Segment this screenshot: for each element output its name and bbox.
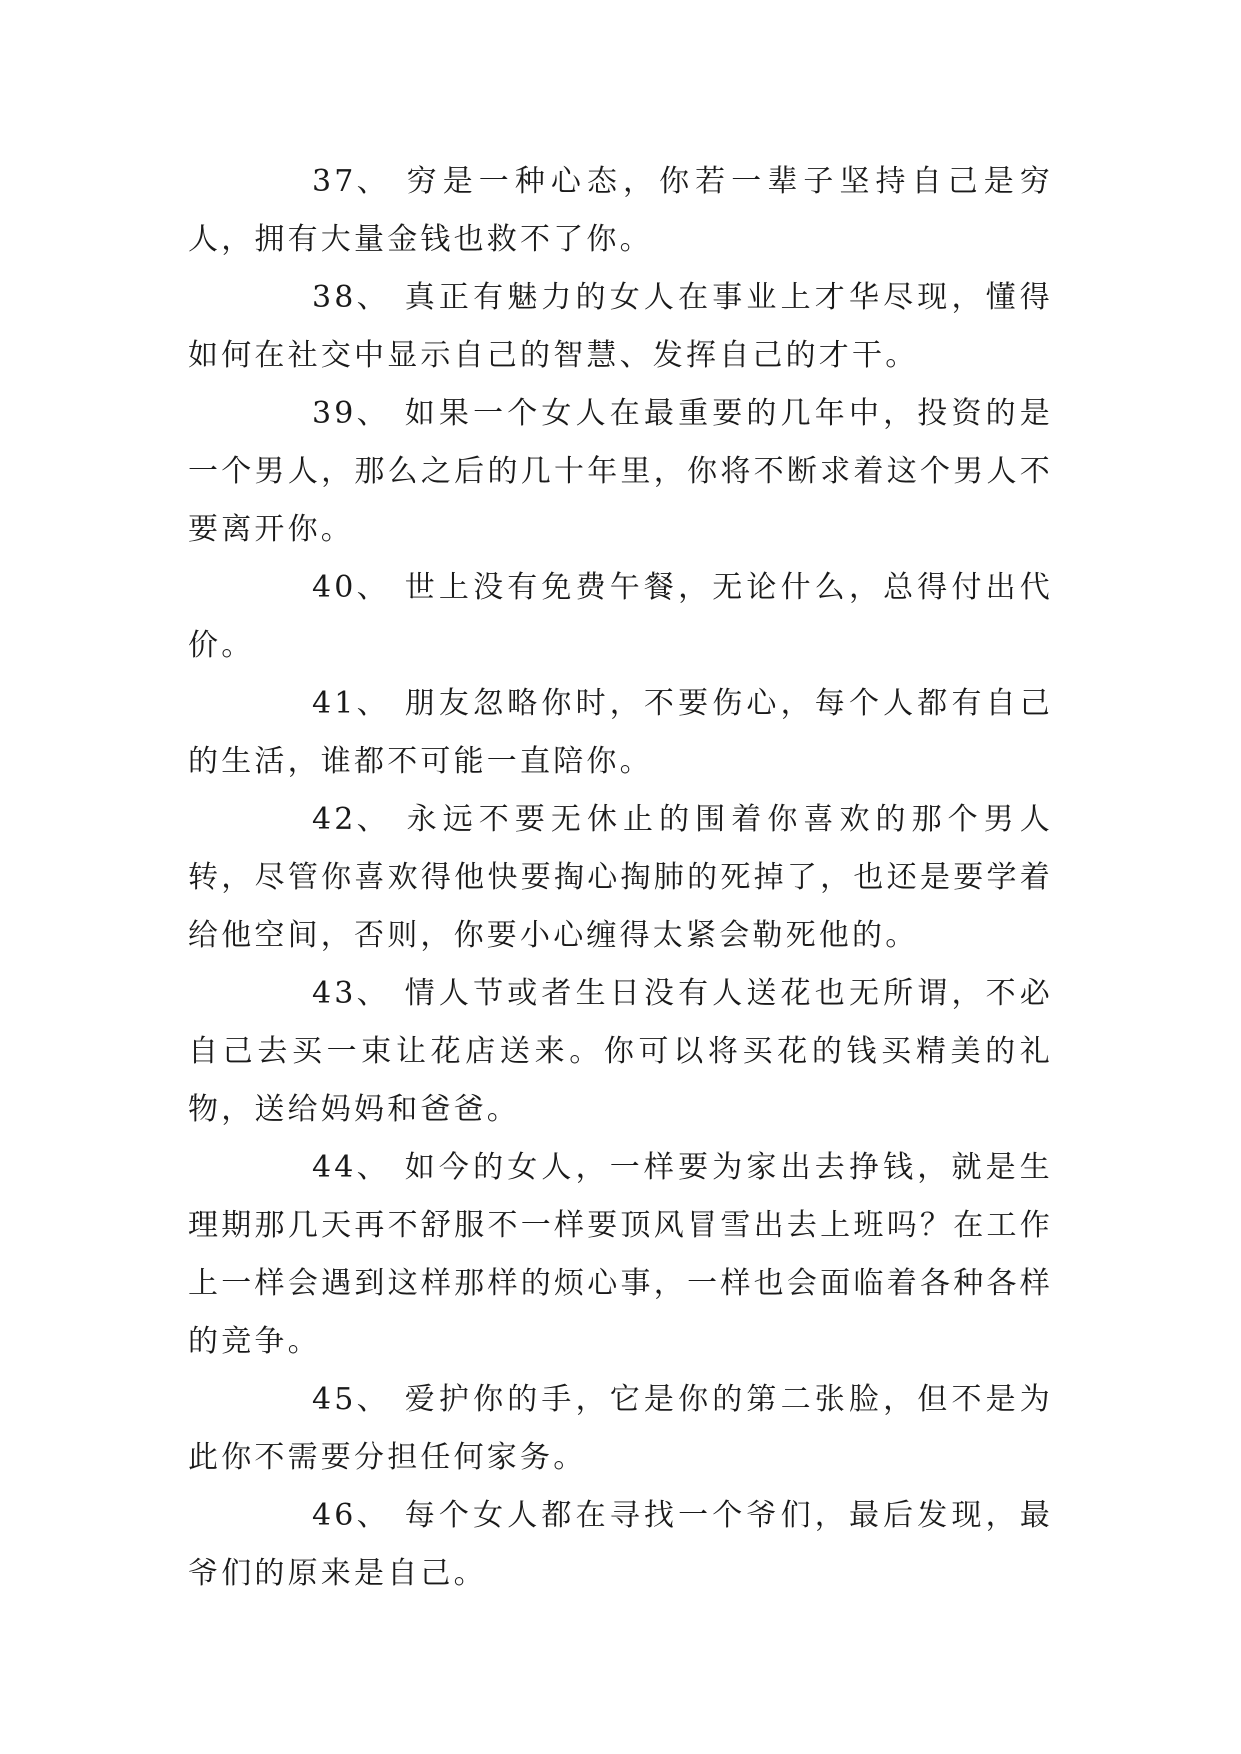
item-number: 41、 [312, 686, 390, 721]
paragraph-46 [188, 1487, 1053, 1603]
item-number: 40、 [312, 570, 390, 605]
paragraph-44 [188, 1139, 1053, 1371]
item-number: 45、 [312, 1382, 390, 1417]
item-number: 46、 [312, 1498, 390, 1533]
item-number: 44、 [312, 1150, 390, 1185]
item-number: 37、 [312, 164, 390, 199]
item-text: 如果一个女人在最重要的几年中，投资的是一个男人，那么之后的几十年里，你将不断求着这个男人不要离开你。 [188, 396, 1053, 547]
paragraph-42 [188, 791, 1053, 965]
paragraph-37 [188, 153, 1053, 269]
paragraph-41 [188, 675, 1053, 791]
paragraph-40 [188, 559, 1053, 675]
item-text: 朋友忽略你时，不要伤心，每个人都有自己的生活，谁都不可能一直陪你。 [188, 686, 1053, 779]
item-text: 世上没有免费午餐，无论什么，总得付出代价。 [188, 570, 1053, 663]
paragraph-38 [188, 269, 1053, 385]
item-text: 穷是一种心态，你若一辈子坚持自己是穷人，拥有大量金钱也救不了你。 [188, 164, 1053, 257]
item-text: 情人节或者生日没有人送花也无所谓，不必自己去买一束让花店送来。你可以将买花的钱买精美的礼物，送给妈妈和爸爸。 [188, 976, 1053, 1127]
item-number: 43、 [312, 976, 390, 1011]
item-text: 永远不要无休止的围着你喜欢的那个男人转，尽管你喜欢得他快要掏心掏肺的死掉了，也还是要学着给他空间，否则，你要小心缠得太紧会勒死他的。 [188, 802, 1053, 953]
document-body [188, 153, 1053, 1603]
paragraph-39 [188, 385, 1053, 559]
item-text: 每个女人都在寻找一个爷们，最后发现，最爷们的原来是自己。 [188, 1498, 1053, 1591]
item-number: 38、 [312, 280, 390, 315]
item-text: 如今的女人，一样要为家出去挣钱，就是生理期那几天再不舒服不一样要顶风冒雪出去上班吗？在工作上一样会遇到这样那样的烦心事，一样也会面临着各种各样的竞争。 [188, 1150, 1053, 1359]
paragraph-43 [188, 965, 1053, 1139]
item-number: 42、 [312, 802, 390, 837]
item-text: 爱护你的手，它是你的第二张脸，但不是为此你不需要分担任何家务。 [188, 1382, 1053, 1475]
paragraph-45 [188, 1371, 1053, 1487]
item-number: 39、 [312, 396, 390, 431]
item-text: 真正有魅力的女人在事业上才华尽现，懂得如何在社交中显示自己的智慧、发挥自己的才干。 [188, 280, 1053, 373]
